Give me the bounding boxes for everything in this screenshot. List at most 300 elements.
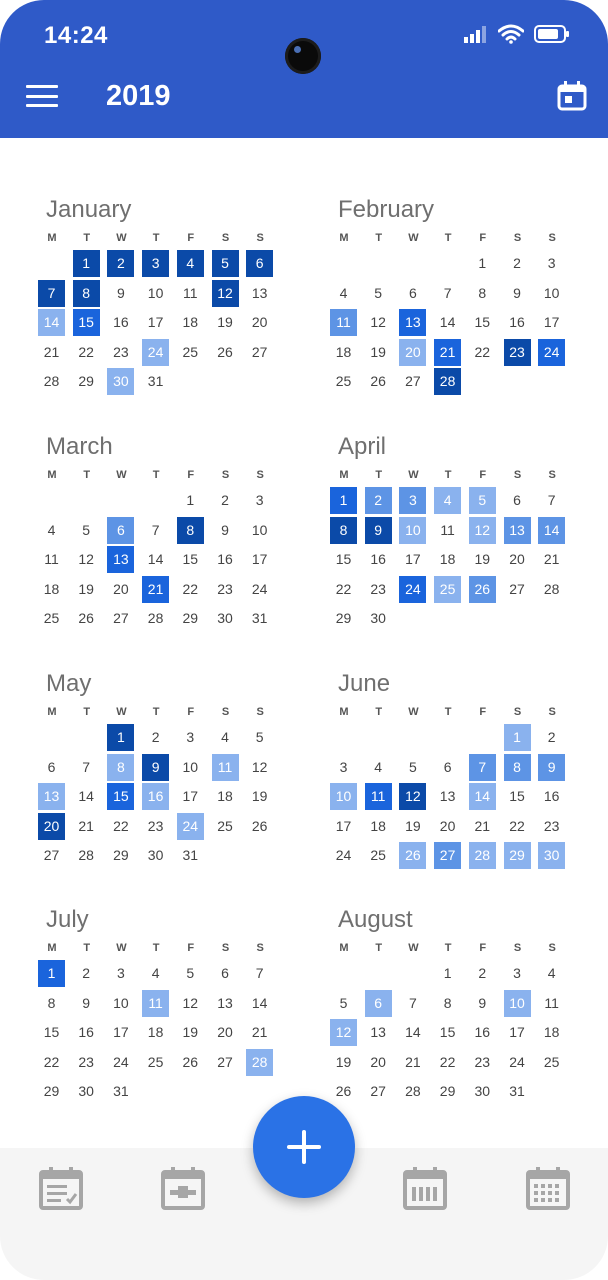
day-cell[interactable]: 18 <box>147 1024 164 1041</box>
day-cell[interactable]: 19 <box>370 343 386 360</box>
day-cell[interactable]: 19 <box>78 580 94 597</box>
day-cell[interactable]: 27 <box>43 847 60 864</box>
weekday-label: T <box>152 942 160 954</box>
day-cell[interactable]: 23 <box>474 1053 491 1070</box>
day-cell[interactable]: 15 <box>182 551 199 568</box>
calendar-month-icon[interactable] <box>526 1166 570 1210</box>
weekday-label: W <box>116 706 127 718</box>
day-cell[interactable]: 12 <box>212 280 239 307</box>
day-cell[interactable]: 23 <box>217 580 233 597</box>
day-cell[interactable]: 20 <box>370 1053 386 1070</box>
weekday-label: M <box>339 232 349 244</box>
day-cell[interactable]: 12 <box>370 314 386 331</box>
day-cell[interactable]: 2 <box>151 729 160 745</box>
weekday-label: S <box>256 232 264 244</box>
day-cell[interactable]: 8 <box>177 517 204 544</box>
day-cell[interactable]: 16 <box>78 1024 94 1041</box>
day-cell[interactable]: 4 <box>339 284 348 301</box>
day-cell[interactable]: 7 <box>82 758 91 775</box>
day-cell[interactable]: 22 <box>439 1053 456 1070</box>
day-cell[interactable]: 24 <box>538 339 565 366</box>
day-cell[interactable]: 14 <box>405 1024 421 1041</box>
month-name: April <box>338 433 387 460</box>
day-cell[interactable]: 20 <box>38 813 65 840</box>
day-cell[interactable]: 10 <box>182 758 199 775</box>
day-cell[interactable]: 4 <box>151 965 160 981</box>
day-cell[interactable]: 17 <box>335 817 352 834</box>
day-cell[interactable]: 10 <box>543 284 560 301</box>
day-cell[interactable]: 27 <box>370 1083 386 1100</box>
day-cell[interactable]: 9 <box>221 521 229 538</box>
days-grid <box>38 724 283 904</box>
day-cell[interactable]: 10 <box>147 284 164 301</box>
calendar-week-icon[interactable] <box>403 1166 447 1210</box>
day-cell[interactable]: 11 <box>44 551 59 568</box>
day-cell[interactable]: 5 <box>469 487 496 514</box>
day-cell[interactable]: 23 <box>504 339 531 366</box>
day-cell[interactable]: 29 <box>504 842 531 869</box>
day-cell[interactable]: 27 <box>405 373 421 390</box>
day-cell[interactable]: 4 <box>47 521 56 538</box>
day-cell[interactable]: 25 <box>182 343 199 360</box>
day-cell[interactable]: 31 <box>509 1083 525 1100</box>
weekday-label: S <box>221 469 230 481</box>
day-cell[interactable]: 5 <box>255 729 264 745</box>
day-cell[interactable]: 1 <box>186 492 195 508</box>
weekday-label: S <box>548 232 556 244</box>
day-cell[interactable]: 26 <box>251 817 268 834</box>
day-cell[interactable]: 23 <box>370 580 386 597</box>
month-name: January <box>46 196 132 223</box>
day-cell[interactable]: 11 <box>212 754 239 781</box>
day-cell[interactable]: 7 <box>151 521 160 538</box>
day-cell[interactable]: 30 <box>538 842 565 869</box>
day-cell[interactable]: 27 <box>251 343 268 360</box>
day-cell[interactable]: 3 <box>116 965 125 981</box>
weekday-label: T <box>83 232 91 244</box>
day-cell[interactable]: 24 <box>142 339 169 366</box>
day-cell[interactable]: 24 <box>509 1053 525 1070</box>
day-cell[interactable]: 14 <box>251 994 268 1011</box>
day-cell[interactable]: 29 <box>113 847 129 864</box>
day-cell[interactable]: 22 <box>78 343 94 360</box>
day-cell[interactable]: 19 <box>474 551 491 568</box>
day-cell[interactable]: 29 <box>78 373 94 390</box>
day-cell[interactable]: 9 <box>478 994 487 1011</box>
day-cell[interactable]: 7 <box>469 754 496 781</box>
day-cell[interactable]: 29 <box>43 1083 60 1100</box>
day-cell[interactable]: 16 <box>543 788 560 805</box>
day-cell[interactable]: 7 <box>408 994 417 1011</box>
day-cell[interactable]: 9 <box>538 754 565 781</box>
day-cell[interactable]: 11 <box>330 309 357 336</box>
weekday-label: S <box>221 232 230 244</box>
weekday-label: T <box>375 469 383 481</box>
day-cell[interactable]: 21 <box>43 343 60 360</box>
day-cell[interactable]: 18 <box>543 1024 560 1041</box>
day-cell[interactable]: 27 <box>509 580 525 597</box>
days-grid <box>38 487 283 667</box>
day-cell[interactable]: 25 <box>370 847 386 864</box>
day-cell[interactable]: 22 <box>113 817 129 834</box>
day-cell[interactable]: 8 <box>107 754 134 781</box>
weekday-label: T <box>375 942 383 954</box>
weekday-label: M <box>339 706 349 718</box>
day-cell[interactable]: 3 <box>339 758 348 775</box>
day-cell[interactable]: 21 <box>434 339 461 366</box>
day-cell[interactable]: 3 <box>142 250 169 277</box>
day-cell[interactable]: 21 <box>251 1024 268 1041</box>
weekday-label: T <box>444 232 452 244</box>
day-cell[interactable]: 12 <box>399 783 426 810</box>
weekday-label: F <box>187 232 195 244</box>
day-cell[interactable]: 17 <box>113 1024 129 1041</box>
day-cell[interactable]: 1 <box>504 724 531 751</box>
day-cell[interactable]: 17 <box>251 551 268 568</box>
weekday-label: S <box>256 469 264 481</box>
day-cell[interactable]: 30 <box>474 1083 491 1100</box>
day-cell[interactable]: 25 <box>543 1053 560 1070</box>
day-cell[interactable]: 19 <box>251 788 268 805</box>
day-cell[interactable]: 17 <box>147 314 164 331</box>
weekday-label: M <box>47 469 57 481</box>
day-cell[interactable]: 27 <box>113 610 129 627</box>
day-cell[interactable]: 13 <box>504 517 531 544</box>
day-cell[interactable]: 5 <box>212 250 239 277</box>
weekday-label: W <box>116 232 127 244</box>
day-cell[interactable]: 13 <box>399 309 426 336</box>
day-cell[interactable]: 16 <box>370 551 386 568</box>
day-cell[interactable]: 20 <box>113 580 129 597</box>
day-cell[interactable]: 30 <box>107 368 134 395</box>
weekday-label: F <box>479 706 487 718</box>
day-cell[interactable]: 18 <box>43 580 60 597</box>
day-cell[interactable]: 12 <box>251 758 268 775</box>
day-cell[interactable]: 25 <box>335 373 352 390</box>
day-cell[interactable]: 21 <box>543 551 560 568</box>
weekday-label: F <box>479 232 487 244</box>
day-cell[interactable]: 8 <box>330 517 357 544</box>
menu-button[interactable] <box>26 82 58 110</box>
day-cell[interactable]: 24 <box>335 847 352 864</box>
day-cell[interactable]: 7 <box>38 280 65 307</box>
day-cell[interactable]: 19 <box>182 1024 199 1041</box>
day-cell[interactable]: 9 <box>365 517 392 544</box>
weekday-label: W <box>116 942 127 954</box>
day-cell[interactable]: 2 <box>107 250 134 277</box>
day-cell[interactable]: 23 <box>147 817 164 834</box>
day-cell[interactable]: 5 <box>339 994 348 1011</box>
weekday-header <box>330 706 575 724</box>
day-cell[interactable]: 4 <box>221 729 229 745</box>
day-cell[interactable]: 28 <box>469 842 496 869</box>
day-cell[interactable]: 28 <box>434 368 461 395</box>
weekday-header <box>38 942 283 960</box>
day-cell[interactable]: 4 <box>547 965 556 981</box>
day-cell[interactable]: 10 <box>399 517 426 544</box>
day-cell[interactable]: 10 <box>113 994 129 1011</box>
day-cell[interactable]: 20 <box>399 339 426 366</box>
weekday-label: F <box>187 469 195 481</box>
day-cell[interactable]: 15 <box>439 1024 456 1041</box>
day-cell[interactable]: 15 <box>73 309 100 336</box>
month-name: July <box>46 906 89 933</box>
weekday-label: S <box>513 469 522 481</box>
day-cell[interactable]: 24 <box>399 576 426 603</box>
day-cell[interactable]: 14 <box>538 517 565 544</box>
day-cell[interactable]: 26 <box>78 610 94 627</box>
day-cell[interactable]: 13 <box>370 1024 386 1041</box>
day-cell[interactable]: 3 <box>255 492 264 508</box>
day-cell[interactable]: 16 <box>217 551 233 568</box>
day-cell[interactable]: 26 <box>335 1083 352 1100</box>
day-cell[interactable]: 10 <box>504 990 531 1017</box>
weekday-header <box>38 232 283 250</box>
day-cell[interactable]: 27 <box>434 842 461 869</box>
day-cell[interactable]: 8 <box>443 994 452 1011</box>
day-cell[interactable]: 31 <box>182 847 199 864</box>
day-cell[interactable]: 2 <box>365 487 392 514</box>
day-cell[interactable]: 12 <box>182 994 199 1011</box>
day-cell[interactable]: 6 <box>47 758 56 775</box>
day-cell[interactable]: 14 <box>147 551 164 568</box>
day-cell[interactable]: 11 <box>183 284 198 301</box>
weekday-label: M <box>339 942 349 954</box>
day-cell[interactable]: 25 <box>434 576 461 603</box>
calendar-day-icon[interactable] <box>161 1166 205 1210</box>
day-cell[interactable]: 1 <box>330 487 357 514</box>
day-cell[interactable]: 15 <box>335 551 352 568</box>
day-cell[interactable]: 2 <box>478 965 487 981</box>
day-cell[interactable]: 23 <box>78 1053 94 1070</box>
day-cell[interactable]: 14 <box>38 309 65 336</box>
day-cell[interactable]: 20 <box>217 1024 233 1041</box>
day-cell[interactable]: 5 <box>408 758 417 775</box>
day-cell[interactable]: 16 <box>509 314 525 331</box>
day-cell[interactable]: 6 <box>513 492 521 508</box>
day-cell[interactable]: 4 <box>434 487 461 514</box>
weekday-header <box>38 469 283 487</box>
day-cell[interactable]: 12 <box>469 517 496 544</box>
weekday-label: S <box>256 706 264 718</box>
day-cell[interactable]: 5 <box>374 284 383 301</box>
hamburger-line <box>26 104 58 107</box>
day-cell[interactable]: 21 <box>474 817 491 834</box>
day-cell[interactable]: 8 <box>47 994 56 1011</box>
days-grid <box>330 960 575 1140</box>
calendar-checklist-icon[interactable] <box>39 1166 83 1210</box>
weekday-label: S <box>256 942 264 954</box>
weekday-label: T <box>444 942 452 954</box>
day-cell[interactable]: 24 <box>113 1053 129 1070</box>
day-cell[interactable]: 3 <box>513 965 521 981</box>
day-cell[interactable]: 31 <box>147 373 164 390</box>
day-cell[interactable]: 18 <box>370 817 386 834</box>
day-cell[interactable]: 25 <box>43 610 60 627</box>
day-cell[interactable]: 1 <box>73 250 100 277</box>
day-cell[interactable]: 16 <box>113 314 129 331</box>
battery-icon <box>534 24 570 44</box>
weekday-label: M <box>47 232 57 244</box>
day-cell[interactable]: 22 <box>509 817 525 834</box>
day-cell[interactable]: 28 <box>43 373 60 390</box>
day-cell[interactable]: 31 <box>113 1083 129 1100</box>
day-cell[interactable]: 13 <box>38 783 65 810</box>
day-cell[interactable]: 21 <box>142 576 169 603</box>
day-cell[interactable]: 3 <box>399 487 426 514</box>
day-cell[interactable]: 25 <box>217 817 233 834</box>
day-cell[interactable]: 23 <box>113 343 129 360</box>
day-cell[interactable]: 26 <box>182 1053 199 1070</box>
day-cell[interactable]: 13 <box>107 546 134 573</box>
day-cell[interactable]: 15 <box>474 314 491 331</box>
day-cell[interactable]: 26 <box>469 576 496 603</box>
app-bar <box>0 0 608 138</box>
day-cell[interactable]: 26 <box>370 373 386 390</box>
day-cell[interactable]: 4 <box>374 758 383 775</box>
day-cell[interactable]: 30 <box>217 610 233 627</box>
day-cell[interactable]: 18 <box>182 314 199 331</box>
day-cell[interactable]: 25 <box>147 1053 164 1070</box>
day-cell[interactable]: 28 <box>78 847 94 864</box>
add-event-button[interactable] <box>253 1096 355 1198</box>
day-cell[interactable]: 31 <box>251 610 268 627</box>
day-cell[interactable]: 28 <box>246 1049 273 1076</box>
day-cell[interactable]: 6 <box>221 965 229 981</box>
day-cell[interactable]: 8 <box>478 284 487 301</box>
day-cell[interactable]: 19 <box>217 314 233 331</box>
day-cell[interactable]: 24 <box>251 580 268 597</box>
weekday-label: T <box>444 706 452 718</box>
day-cell[interactable]: 2 <box>513 255 521 271</box>
day-cell[interactable]: 22 <box>474 343 491 360</box>
days-grid <box>330 250 575 430</box>
day-cell[interactable]: 20 <box>509 551 525 568</box>
day-cell[interactable]: 17 <box>182 788 199 805</box>
month-name: June <box>338 670 391 697</box>
day-cell[interactable]: 6 <box>408 284 417 301</box>
day-cell[interactable]: 7 <box>255 965 264 981</box>
day-cell[interactable]: 11 <box>142 990 169 1017</box>
day-cell[interactable]: 8 <box>504 754 531 781</box>
day-cell[interactable]: 3 <box>186 729 195 745</box>
day-cell[interactable]: 28 <box>405 1083 421 1100</box>
day-cell[interactable]: 13 <box>217 994 233 1011</box>
day-cell[interactable]: 9 <box>513 284 521 301</box>
day-cell[interactable]: 29 <box>335 610 352 627</box>
day-cell[interactable]: 15 <box>509 788 525 805</box>
day-cell[interactable]: 23 <box>543 817 560 834</box>
wifi-icon <box>498 24 524 44</box>
day-cell[interactable]: 11 <box>544 994 559 1011</box>
weekday-label: S <box>513 232 522 244</box>
day-cell[interactable]: 19 <box>405 817 421 834</box>
day-cell[interactable]: 8 <box>73 280 100 307</box>
hamburger-line <box>26 95 58 98</box>
day-cell[interactable]: 6 <box>107 517 134 544</box>
day-cell[interactable]: 9 <box>142 754 169 781</box>
day-cell[interactable]: 18 <box>217 788 233 805</box>
day-cell[interactable]: 15 <box>107 783 134 810</box>
day-cell[interactable]: 29 <box>439 1083 456 1100</box>
day-cell[interactable]: 17 <box>543 314 560 331</box>
day-cell[interactable]: 10 <box>251 521 268 538</box>
day-cell[interactable]: 19 <box>335 1053 352 1070</box>
weekday-label: M <box>339 469 349 481</box>
day-cell[interactable]: 1 <box>107 724 134 751</box>
day-cell[interactable]: 14 <box>439 314 456 331</box>
day-cell[interactable]: 1 <box>478 255 487 271</box>
day-cell[interactable]: 17 <box>509 1024 525 1041</box>
day-cell[interactable]: 15 <box>43 1024 60 1041</box>
day-cell[interactable]: 20 <box>439 817 456 834</box>
day-cell[interactable]: 22 <box>43 1053 60 1070</box>
day-cell[interactable]: 24 <box>177 813 204 840</box>
day-cell[interactable]: 14 <box>78 788 94 805</box>
day-cell[interactable]: 10 <box>330 783 357 810</box>
day-cell[interactable]: 26 <box>217 343 233 360</box>
day-cell[interactable]: 9 <box>82 994 91 1011</box>
day-cell[interactable]: 18 <box>335 343 352 360</box>
day-cell[interactable]: 7 <box>547 492 556 508</box>
day-cell[interactable]: 13 <box>439 788 456 805</box>
day-cell[interactable]: 3 <box>547 255 556 271</box>
days-grid <box>38 250 283 430</box>
day-cell[interactable]: 1 <box>38 960 65 987</box>
day-cell[interactable]: 17 <box>405 551 421 568</box>
day-cell[interactable]: 2 <box>221 492 229 508</box>
day-cell[interactable]: 29 <box>182 610 199 627</box>
day-cell[interactable]: 11 <box>440 521 455 538</box>
day-cell[interactable]: 27 <box>217 1053 233 1070</box>
day-cell[interactable]: 30 <box>78 1083 94 1100</box>
day-cell[interactable]: 20 <box>251 314 268 331</box>
day-cell[interactable]: 7 <box>443 284 452 301</box>
weekday-label: M <box>47 706 57 718</box>
day-cell[interactable]: 13 <box>251 284 268 301</box>
day-cell[interactable]: 28 <box>147 610 164 627</box>
days-grid <box>330 724 575 904</box>
day-cell[interactable]: 26 <box>399 842 426 869</box>
day-cell[interactable]: 6 <box>365 990 392 1017</box>
day-cell[interactable]: 28 <box>543 580 560 597</box>
day-cell[interactable]: 21 <box>405 1053 421 1070</box>
day-cell[interactable]: 18 <box>439 551 456 568</box>
day-cell[interactable]: 21 <box>78 817 94 834</box>
today-calendar-icon[interactable] <box>556 80 588 112</box>
day-cell[interactable]: 2 <box>547 729 556 745</box>
day-cell[interactable]: 2 <box>82 965 91 981</box>
day-cell[interactable]: 22 <box>335 580 352 597</box>
day-cell[interactable]: 11 <box>365 783 392 810</box>
day-cell[interactable]: 12 <box>78 551 94 568</box>
weekday-label: T <box>444 469 452 481</box>
day-cell[interactable]: 16 <box>474 1024 491 1041</box>
day-cell[interactable]: 12 <box>330 1019 357 1046</box>
day-cell[interactable]: 5 <box>186 965 195 981</box>
day-cell[interactable]: 5 <box>82 521 91 538</box>
day-cell[interactable]: 6 <box>443 758 452 775</box>
day-cell[interactable]: 6 <box>246 250 273 277</box>
day-cell[interactable]: 9 <box>116 284 125 301</box>
day-cell[interactable]: 16 <box>142 783 169 810</box>
day-cell[interactable]: 14 <box>469 783 496 810</box>
day-cell[interactable]: 30 <box>147 847 164 864</box>
day-cell[interactable]: 22 <box>182 580 199 597</box>
day-cell[interactable]: 30 <box>370 610 386 627</box>
day-cell[interactable]: 1 <box>443 965 452 981</box>
day-cell[interactable]: 4 <box>177 250 204 277</box>
